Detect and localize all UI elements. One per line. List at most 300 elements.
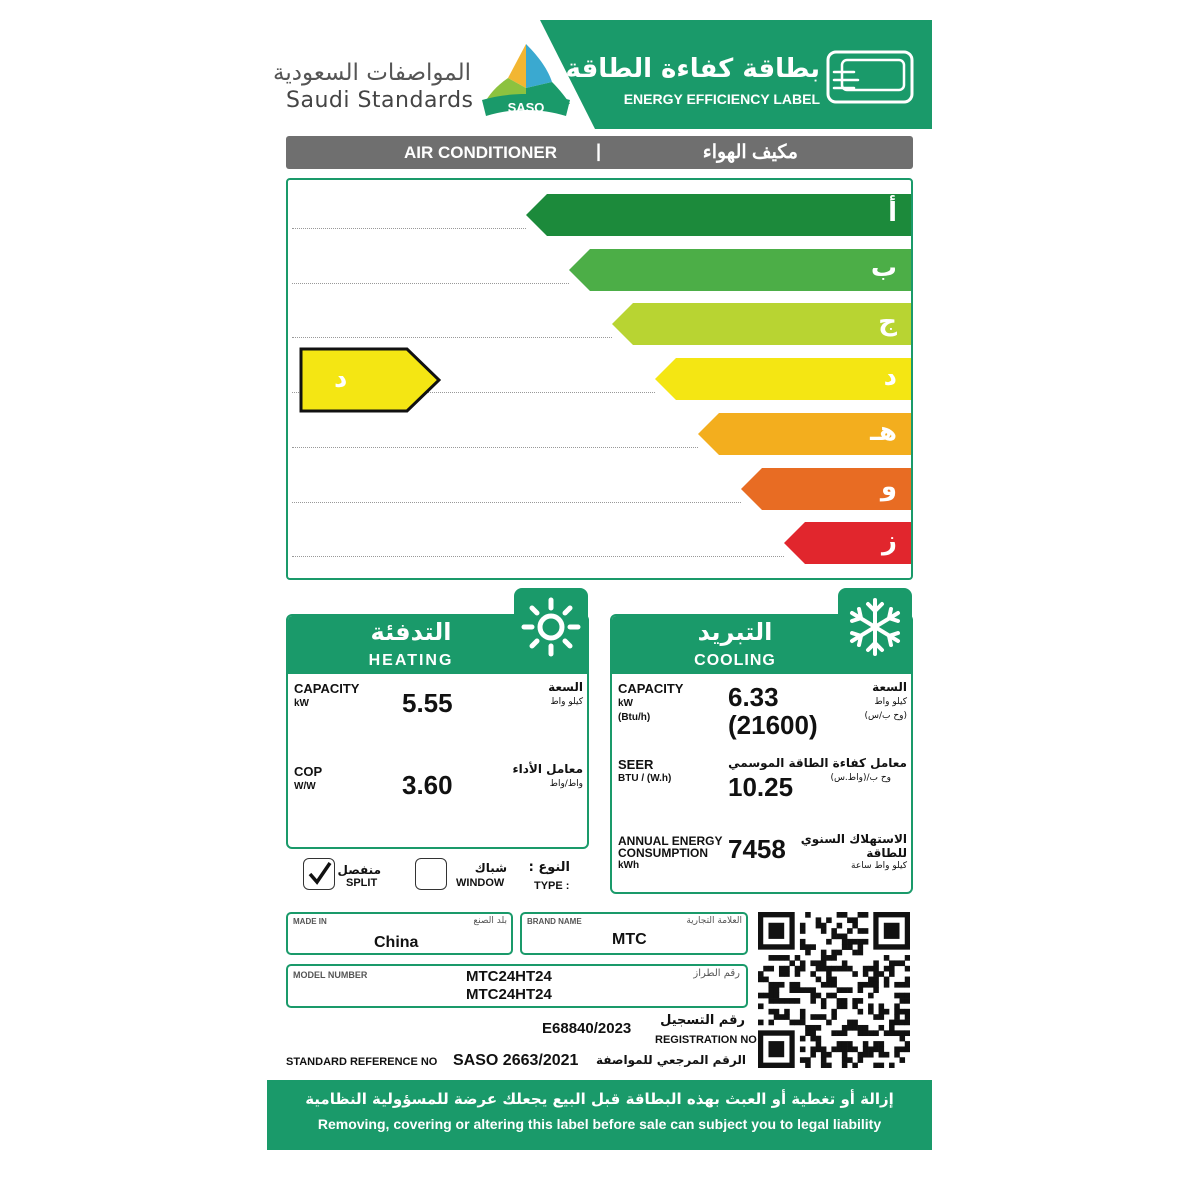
cooling-seer-label-arabic: معامل كفاءة الطاقة الموسمي [728,756,907,770]
qr-module [858,998,864,1004]
qr-module [821,950,827,956]
cooling-seer-unit: BTU / (W.h) [618,773,672,784]
efficiency-class-arrow [655,358,911,400]
qr-module [837,950,843,956]
qr-module [847,928,853,934]
efficiency-class-arrow [612,303,911,345]
qr-module [879,1041,885,1047]
qr-module [858,950,864,956]
qr-module [868,993,874,999]
split-checkbox[interactable] [303,858,335,890]
qr-module [837,998,843,1004]
brand-label-arabic: العلامة التجارية [686,916,742,926]
qr-module [810,993,816,999]
qr-module [789,960,795,966]
qr-module [894,1003,900,1009]
qr-module [800,939,806,945]
qr-module [894,960,900,966]
standard-reference-label-arabic: الرقم المرجعي للمواصفة [596,1053,746,1067]
heating-capacity-value: 5.55 [402,688,453,718]
qr-module [779,971,785,977]
qr-module [816,1025,822,1031]
heating-capacity-unit: kW [294,698,309,709]
efficiency-class-letter: د [883,362,897,393]
qr-module [821,966,827,972]
qr-module [842,987,848,993]
qr-module [831,928,837,934]
qr-module [795,987,801,993]
qr-module [858,939,864,945]
cooling-annual-unit: kWh [618,860,640,871]
qr-module [884,1030,890,1036]
qr-module [852,1003,858,1009]
qr-module [900,982,906,988]
qr-finder-pattern [768,1041,784,1057]
qr-module [852,971,858,977]
qr-module [863,912,869,918]
cooling-seer-value: 10.25 [728,772,794,802]
qr-module [774,993,780,999]
cooling-capacity-value-btu: (21600) [728,710,818,740]
qr-module [889,966,895,972]
qr-module [873,1014,879,1020]
qr-module [800,1057,806,1063]
qr-module [900,1046,906,1052]
qr-module [852,923,858,929]
qr-module [837,966,843,972]
scale-guide-line [292,283,569,284]
split-label-arabic: منفصل [337,863,381,877]
qr-module [847,917,853,923]
qr-module [905,1020,910,1026]
qr-module [837,987,843,993]
qr-module [800,966,806,972]
check-mark-icon [304,859,334,889]
qr-module [873,1063,879,1068]
qr-module [810,1030,816,1036]
efficiency-class-letter: و [880,471,897,502]
efficiency-class-arrow [526,194,911,236]
qr-module [816,1041,822,1047]
cooling-capacity-unit2-arabic: (وح ب/س) [864,711,907,721]
cooling-annual-label-arabic-1: الاستهلاك السنوي [800,832,907,846]
cooling-seer-label: SEER [618,757,654,772]
qr-module [847,987,853,993]
qr-module [868,1046,874,1052]
product-type-english: AIR CONDITIONER [404,143,557,162]
qr-module [842,912,848,918]
cooling-annual-label-2: CONSUMPTION [618,846,708,860]
heating-cop-label-arabic: معامل الأداء [512,762,583,776]
qr-module [847,1046,853,1052]
qr-module [863,1030,869,1036]
qr-module [837,1046,843,1052]
qr-module [863,1046,869,1052]
qr-module [795,982,801,988]
qr-module [758,977,764,983]
cooling-capacity-label-arabic: السعة [872,680,907,694]
qr-module [873,987,879,993]
qr-module [768,1009,774,1015]
qr-module [837,923,843,929]
made-in-box [286,912,513,955]
qr-module [763,977,769,983]
qr-module [873,1030,879,1036]
qr-module [842,998,848,1004]
scale-guide-line [292,447,698,448]
made-in-value: China [374,934,419,951]
qr-module [879,1063,885,1068]
qr-module [816,917,822,923]
qr-module [858,987,864,993]
brand-value: MTC [612,931,647,948]
qr-module [900,960,906,966]
qr-module [847,966,853,972]
qr-module [774,982,780,988]
heating-capacity-unit-arabic: كيلو واط [550,697,583,707]
qr-module [852,950,858,956]
qr-module [779,998,785,1004]
model-value-1: MTC24HT24 [466,968,552,985]
qr-module [858,912,864,918]
qr-module [821,1014,827,1020]
qr-module [894,1009,900,1015]
qr-module [858,1057,864,1063]
qr-module [805,944,811,950]
qr-module [800,1036,806,1042]
qr-module [774,955,780,961]
qr-module [821,1063,827,1068]
qr-module [879,1052,885,1058]
org-name-english: Saudi Standards [286,88,474,113]
qr-module [816,1014,822,1020]
qr-module [821,998,827,1004]
qr-module [900,1036,906,1042]
efficiency-class-letter: ز [882,526,897,557]
qr-module [905,998,910,1004]
qr-finder-pattern [768,923,784,939]
qr-module [758,1003,764,1009]
qr-module [842,966,848,972]
qr-module [800,944,806,950]
legal-warning-arabic: إزالة أو تغطية أو العبث بهذه البطاقة قبل البيع يجعلك عرضة للمسؤولية النظامية [305,1090,894,1108]
cooling-capacity-unit-btu: (Btu/h) [618,712,651,723]
qr-module [858,1052,864,1058]
qr-module [852,1046,858,1052]
qr-module [779,1014,785,1020]
efficiency-scale [286,178,913,580]
qr-module [826,955,832,961]
qr-module [858,928,864,934]
scale-guide-line [292,337,612,338]
cooling-annual-label-arabic-2: للطاقة [866,846,907,860]
qr-module [821,1057,827,1063]
qr-module [852,1020,858,1026]
qr-module [816,960,822,966]
qr-module [816,923,822,929]
qr-module [905,977,910,983]
qr-module [810,998,816,1004]
qr-module [816,966,822,972]
scale-guide-line [292,228,526,229]
qr-module [900,1057,906,1063]
qr-module [758,971,764,977]
air-conditioner-icon [826,50,914,104]
qr-module [763,993,769,999]
qr-module [868,966,874,972]
qr-module [800,1020,806,1026]
qr-module [852,1063,858,1068]
qr-module [821,1052,827,1058]
cooling-title-english: COOLING [694,652,776,669]
qr-module [884,966,890,972]
qr-module [842,1030,848,1036]
qr-module [847,1041,853,1047]
qr-module [837,934,843,940]
legal-warning-english: Removing, covering or altering this label before sale can subject you to legal liability [317,1116,882,1132]
qr-module [831,982,837,988]
qr-module [779,955,785,961]
qr-module [837,1030,843,1036]
qr-module [831,950,837,956]
qr-module [821,955,827,961]
qr-module [858,1030,864,1036]
heating-capacity-label-arabic: السعة [548,680,583,694]
qr-module [810,1036,816,1042]
qr-module [800,960,806,966]
qr-module [810,1025,816,1031]
qr-module [789,987,795,993]
heating-cop-unit-arabic: واط/واط [549,779,583,789]
cooling-seer-unit-arabic: وح ب/(واط.س) [830,773,891,783]
qr-module [805,1025,811,1031]
qr-module [805,1030,811,1036]
qr-module [894,982,900,988]
qr-module [795,998,801,1004]
qr-module [826,939,832,945]
qr-module [868,982,874,988]
window-label-arabic: شباك [474,861,507,875]
qr-module [826,1052,832,1058]
qr-module [894,993,900,999]
cooling-title-arabic: التبريد [697,618,773,646]
qr-module [868,1030,874,1036]
qr-module [852,939,858,945]
rating-letter: د [334,364,348,394]
qr-module [831,955,837,961]
qr-module [847,1020,853,1026]
efficiency-class-letter: ج [878,307,897,338]
org-name-arabic: المواصفات السعودية [273,60,471,86]
qr-module [810,1052,816,1058]
qr-module [800,923,806,929]
qr-module [873,971,879,977]
qr-module [800,987,806,993]
qr-module [774,987,780,993]
scale-guide-line [292,502,741,503]
qr-module [826,966,832,972]
qr-module [800,1046,806,1052]
qr-module [905,1041,910,1047]
qr-code[interactable] [758,912,910,1068]
qr-module [768,966,774,972]
heating-panel [286,614,589,849]
label-title-arabic: بطاقة كفاءة الطاقة [565,54,820,84]
qr-module [852,917,858,923]
qr-module [768,993,774,999]
qr-module [905,966,910,972]
qr-module [905,1030,910,1036]
qr-module [805,1063,811,1068]
qr-module [831,966,837,972]
efficiency-class-letter: هـ [870,416,897,447]
qr-module [842,1057,848,1063]
qr-module [868,1052,874,1058]
qr-module [863,939,869,945]
cooling-annual-unit-arabic: كيلو واط ساعة [851,861,907,871]
qr-module [831,993,837,999]
qr-module [789,1020,795,1026]
qr-module [768,987,774,993]
qr-module [879,1014,885,1020]
cooling-annual-label-1: ANNUAL ENERGY [618,834,723,848]
qr-module [800,928,806,934]
qr-module [826,993,832,999]
qr-module [894,1052,900,1058]
qr-module [837,1003,843,1009]
qr-module [889,1020,895,1026]
qr-module [805,1057,811,1063]
qr-module [810,971,816,977]
qr-module [795,1020,801,1026]
qr-module [816,1046,822,1052]
label-title-english: ENERGY EFFICIENCY LABEL [623,91,820,107]
qr-module [795,966,801,972]
qr-finder-pattern [884,923,900,939]
qr-module [774,998,780,1004]
qr-module [779,966,785,972]
qr-module [900,993,906,999]
qr-module [816,993,822,999]
qr-module [884,955,890,961]
model-label-arabic: رقم الطراز [693,968,740,979]
heating-cop-unit: W/W [294,781,316,792]
qr-module [863,1025,869,1031]
qr-module [889,1025,895,1031]
qr-module [863,966,869,972]
qr-module [758,1020,764,1026]
qr-module [821,982,827,988]
qr-module [842,1046,848,1052]
qr-module [826,977,832,983]
qr-module [900,1020,906,1026]
qr-module [863,1041,869,1047]
qr-module [810,1046,816,1052]
qr-module [810,960,816,966]
scale-guide-line [292,556,784,557]
qr-module [837,1041,843,1047]
qr-module [868,977,874,983]
qr-module [905,993,910,999]
model-value-2: MTC24HT24 [466,986,552,1003]
qr-module [816,1036,822,1042]
qr-module [889,1063,895,1068]
qr-module [858,982,864,988]
qr-module [884,982,890,988]
qr-module [784,998,790,1004]
qr-module [858,944,864,950]
brand-label: BRAND NAME [527,917,582,926]
qr-module [879,1003,885,1009]
qr-module [873,982,879,988]
qr-module [889,1030,895,1036]
cooling-capacity-unit-arabic: كيلو واط [874,697,907,707]
qr-module [826,1020,832,1026]
qr-module [873,966,879,972]
qr-module [831,1030,837,1036]
qr-module [810,1014,816,1020]
qr-module [821,1046,827,1052]
made-in-label: MADE IN [293,917,327,926]
qr-module [905,982,910,988]
qr-module [873,1046,879,1052]
qr-module [821,923,827,929]
registration-value: E68840/2023 [542,1020,632,1037]
qr-module [768,1020,774,1026]
heating-title-arabic: التدفئة [370,618,452,646]
qr-module [789,982,795,988]
qr-module [863,1052,869,1058]
qr-module [831,977,837,983]
cooling-capacity-value: 6.33 [728,682,779,712]
qr-module [821,928,827,934]
qr-module [842,1025,848,1031]
qr-module [821,1003,827,1009]
qr-module [852,998,858,1004]
qr-module [784,955,790,961]
qr-module [826,982,832,988]
qr-module [795,971,801,977]
qr-module [842,1041,848,1047]
made-in-label-arabic: بلد الصنع [473,916,507,926]
legal-warning-footer [267,1080,932,1150]
qr-module [784,1009,790,1015]
heating-cop-value: 3.60 [402,770,453,800]
standard-reference-value: SASO 2663/2021 [453,1052,579,1069]
qr-module [810,944,816,950]
qr-module [858,1009,864,1015]
product-type-arabic: مكيف الهواء [702,142,798,163]
heating-cop-label: COP [294,764,323,779]
qr-module [826,917,832,923]
window-checkbox[interactable] [415,858,447,890]
qr-module [821,960,827,966]
qr-module [774,1014,780,1020]
efficiency-class-letter: ب [870,252,897,283]
qr-module [863,928,869,934]
qr-module [879,1046,885,1052]
qr-module [900,1030,906,1036]
qr-module [842,944,848,950]
qr-module [784,971,790,977]
qr-module [863,982,869,988]
qr-module [789,998,795,1004]
cooling-capacity-unit: kW [618,698,633,709]
qr-module [805,987,811,993]
qr-module [879,1009,885,1015]
product-type-bar [286,136,913,169]
qr-module [842,1052,848,1058]
